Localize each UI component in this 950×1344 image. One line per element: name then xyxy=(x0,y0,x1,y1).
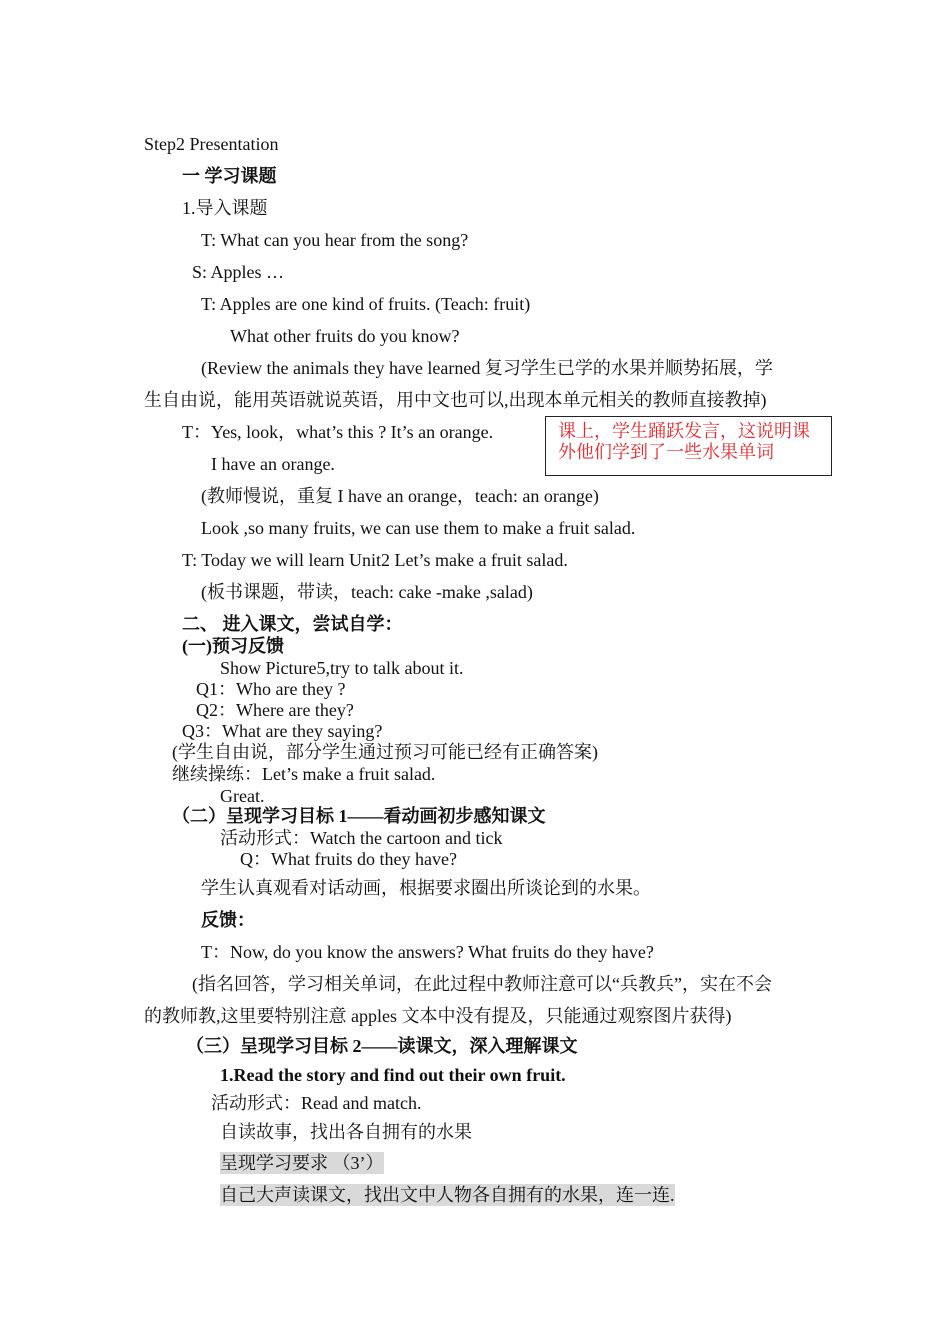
dialogue-line: T: Apples are one kind of fruits. (Teach: fruit) xyxy=(201,294,531,314)
section-heading: 一 学习课题 xyxy=(182,166,277,186)
paragraph-line: (板书课题，带读，teach: cake -make ,salad) xyxy=(201,582,533,602)
task-heading: 1.Read the story and find out their own fruit. xyxy=(220,1065,566,1085)
step-heading: Step2 Presentation xyxy=(144,134,279,154)
paragraph-line: (Review the animals they have learned 复习学生已学的水果并顺势拓展，学 xyxy=(201,358,773,378)
dialogue-line: T：Now, do you know the answers? What fruits do they have? xyxy=(201,942,654,962)
dialogue-line: I have an orange. xyxy=(211,454,335,474)
paragraph-label: 反馈： xyxy=(201,910,255,930)
paragraph-line: Show Picture5,try to talk about it. xyxy=(220,658,464,678)
question-line: Q2：Where are they? xyxy=(196,700,354,720)
paragraph-line: 的教师教,这里要特别注意 apples 文本中没有提及，只能通过观察图片获得) xyxy=(144,1006,732,1026)
paragraph-line: (学生自由说，部分学生通过预习可能已经有正确答案) xyxy=(172,742,598,762)
section-heading: 二、 进入课文，尝试自学： xyxy=(182,614,403,634)
paragraph-line: 继续操练：Let’s make a fruit salad. xyxy=(172,764,436,784)
question-line: Q3：What are they saying? xyxy=(182,721,383,741)
paragraph-line: 活动形式：Read and match. xyxy=(211,1093,422,1113)
paragraph-line: (教师慢说，重复 I have an orange，teach: an orange) xyxy=(201,486,599,506)
paragraph-line: 自读故事，找出各自拥有的水果 xyxy=(220,1122,472,1142)
dialogue-line: T: Today we will learn Unit2 Let’s make a fruit salad. xyxy=(182,550,568,570)
paragraph-line: 生自由说，能用英语就说英语，用中文也可以,出现本单元相关的教师直接教掉) xyxy=(144,390,767,410)
paragraph-line: Great. xyxy=(220,786,265,806)
dialogue-line: What other fruits do you know? xyxy=(230,326,460,346)
dialogue-line: T：Yes, look，what’s this ? It’s an orange. xyxy=(182,422,494,442)
highlighted-line: 呈现学习要求 （3’） xyxy=(220,1153,384,1173)
question-line: Q1：Who are they ? xyxy=(196,679,346,699)
paragraph-line: 学生认真观看对话动画，根据要求圈出所谈论到的水果。 xyxy=(201,878,651,898)
paragraph-line: Look ,so many fruits, we can use them to make a fruit salad. xyxy=(201,518,636,538)
question-line: Q：What fruits do they have? xyxy=(240,849,457,869)
comment-box: 课上，学生踊跃发言，这说明课外他们学到了一些水果单词 xyxy=(545,416,832,476)
subsection-heading: （三）呈现学习目标 2——读课文，深入理解课文 xyxy=(186,1036,578,1056)
paragraph-line: 活动形式：Watch the cartoon and tick xyxy=(220,828,503,848)
highlighted-line: 自己大声读课文，找出文中人物各自拥有的水果，连一连. xyxy=(220,1185,675,1205)
subsection-heading: (一)预习反馈 xyxy=(182,636,284,656)
subsection-heading: （二）呈现学习目标 1——看动画初步感知课文 xyxy=(172,806,546,826)
subsection-heading: 1.导入课题 xyxy=(182,198,268,218)
paragraph-line: (指名回答，学习相关单词，在此过程中教师注意可以“兵教兵”，实在不会 xyxy=(192,974,772,994)
dialogue-line: S: Apples … xyxy=(192,262,285,282)
dialogue-line: T: What can you hear from the song? xyxy=(201,230,469,250)
